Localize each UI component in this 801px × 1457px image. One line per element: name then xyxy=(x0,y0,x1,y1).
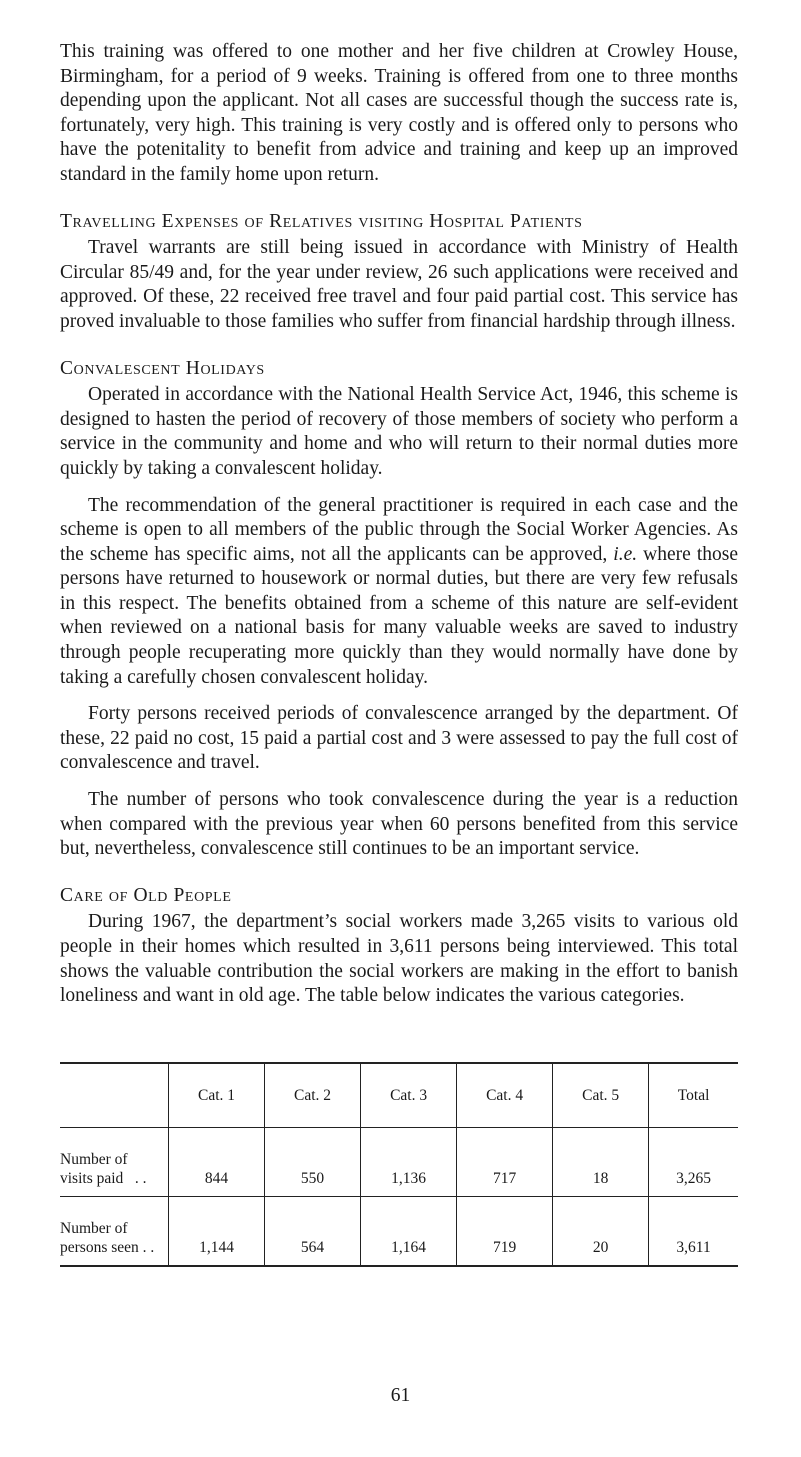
header-cell: Cat. 5 xyxy=(553,1063,649,1128)
header-cell: Cat. 1 xyxy=(169,1063,265,1128)
table-cell: 3,611 xyxy=(649,1197,738,1267)
header-cell: Cat. 2 xyxy=(265,1063,361,1128)
table-cell: 719 xyxy=(457,1197,553,1267)
paragraph-recommendation xyxy=(60,494,738,691)
table-cell: 18 xyxy=(553,1128,649,1197)
table-cell: 844 xyxy=(169,1128,265,1197)
table-cell: 564 xyxy=(265,1197,361,1267)
recommendation-ie: i.e. xyxy=(613,543,638,565)
heading-care-of-old-people: Care of Old People xyxy=(60,884,232,906)
page-number: 61 xyxy=(390,1385,411,1406)
paragraph-travel-warrants: Travel warrants are still being issued in accordance with Ministry of Health Circular 85/49 and, for the year under review, 26 such applications were received and approved. Of these, 22 received free travel and four paid partial cost. This service has proved invaluable to those families who suffer from financial hardship through illness. xyxy=(60,237,738,332)
row-label: Number of persons seen . . xyxy=(60,1197,169,1267)
heading-convalescent-holidays: Convalescent Holidays xyxy=(60,357,265,379)
table-cell: 20 xyxy=(553,1197,649,1267)
paragraph-old-people: During 1967, the department’s social workers made 3,265 visits to various old people in their homes which resulted in 3,611 persons being interviewed. This total shows the valuable contribution the social workers are making in the effort to banish loneliness and want in old age. The table below indicates the various categories. xyxy=(60,911,738,1007)
table-row xyxy=(60,1128,738,1197)
table-row xyxy=(60,1197,738,1267)
table-header-row xyxy=(60,1063,738,1128)
header-cell: Cat. 3 xyxy=(361,1063,457,1128)
paragraph-reduction: The number of persons who took convalescence during the year is a reduction when compared with the previous year when 60 persons benefited from this service but, nevertheless, convalescence still continues to be an important service. xyxy=(60,789,738,860)
paragraph-forty-persons: Forty persons received periods of convalescence arranged by the department. Of these, 22 paid no cost, 15 paid a partial cost and 3 were assessed to pay the full cost of convalescence and travel. xyxy=(60,703,738,774)
table-cell: 3,265 xyxy=(649,1128,738,1197)
header-cell: Cat. 4 xyxy=(457,1063,553,1128)
header-cell: Total xyxy=(649,1063,738,1128)
table-cell: 550 xyxy=(265,1128,361,1197)
table-cell: 1,136 xyxy=(361,1128,457,1197)
recommendation-text-b: where those persons have returned to housework or normal duties, but there are very few refusals in this respect. The benefits obtained from a scheme of this nature are self-evident when reviewed on a national basis for many valuable weeks are saved to industry through people recuperating more quickly than they would normally have done by taking a carefully chosen convalescent holiday. xyxy=(60,543,738,688)
table-cell: 1,144 xyxy=(169,1197,265,1267)
table-cell: 1,164 xyxy=(361,1197,457,1267)
paragraph-convalescent-scheme: Operated in accordance with the National Health Service Act, 1946, this scheme is designed to hasten the period of recovery of those members of society who perform a service in the community and home and who will return to their normal duties more quickly by taking a convalescent holiday. xyxy=(60,384,738,479)
header-cell-empty xyxy=(60,1063,169,1128)
table-cell: 717 xyxy=(457,1128,553,1197)
recommendation-text-a: The recommendation of the general practitioner is required in each case and the scheme is open to all members of the public through the Social Worker Agencies. As the scheme has specific aims, not all the applicants can be approved, xyxy=(60,494,738,565)
document-page xyxy=(60,40,738,1256)
old-people-visits-table xyxy=(60,1062,738,1267)
heading-travelling-expenses: Travelling Expenses of Relatives visiting Hospital Patients xyxy=(60,210,583,232)
paragraph-training: This training was offered to one mother and her five children at Crowley House, Birmingham, for a period of 9 weeks. Training is offered from one to three months depending upon the applicant. Not all cases are successful though the success rate is, fortunately, very high. This training is very costly and is offered only to persons who have the potenitality to benefit from advice and training and keep up an improved standard in the family home upon return. xyxy=(60,41,738,185)
row-label: Number of visits paid . . xyxy=(60,1128,169,1197)
